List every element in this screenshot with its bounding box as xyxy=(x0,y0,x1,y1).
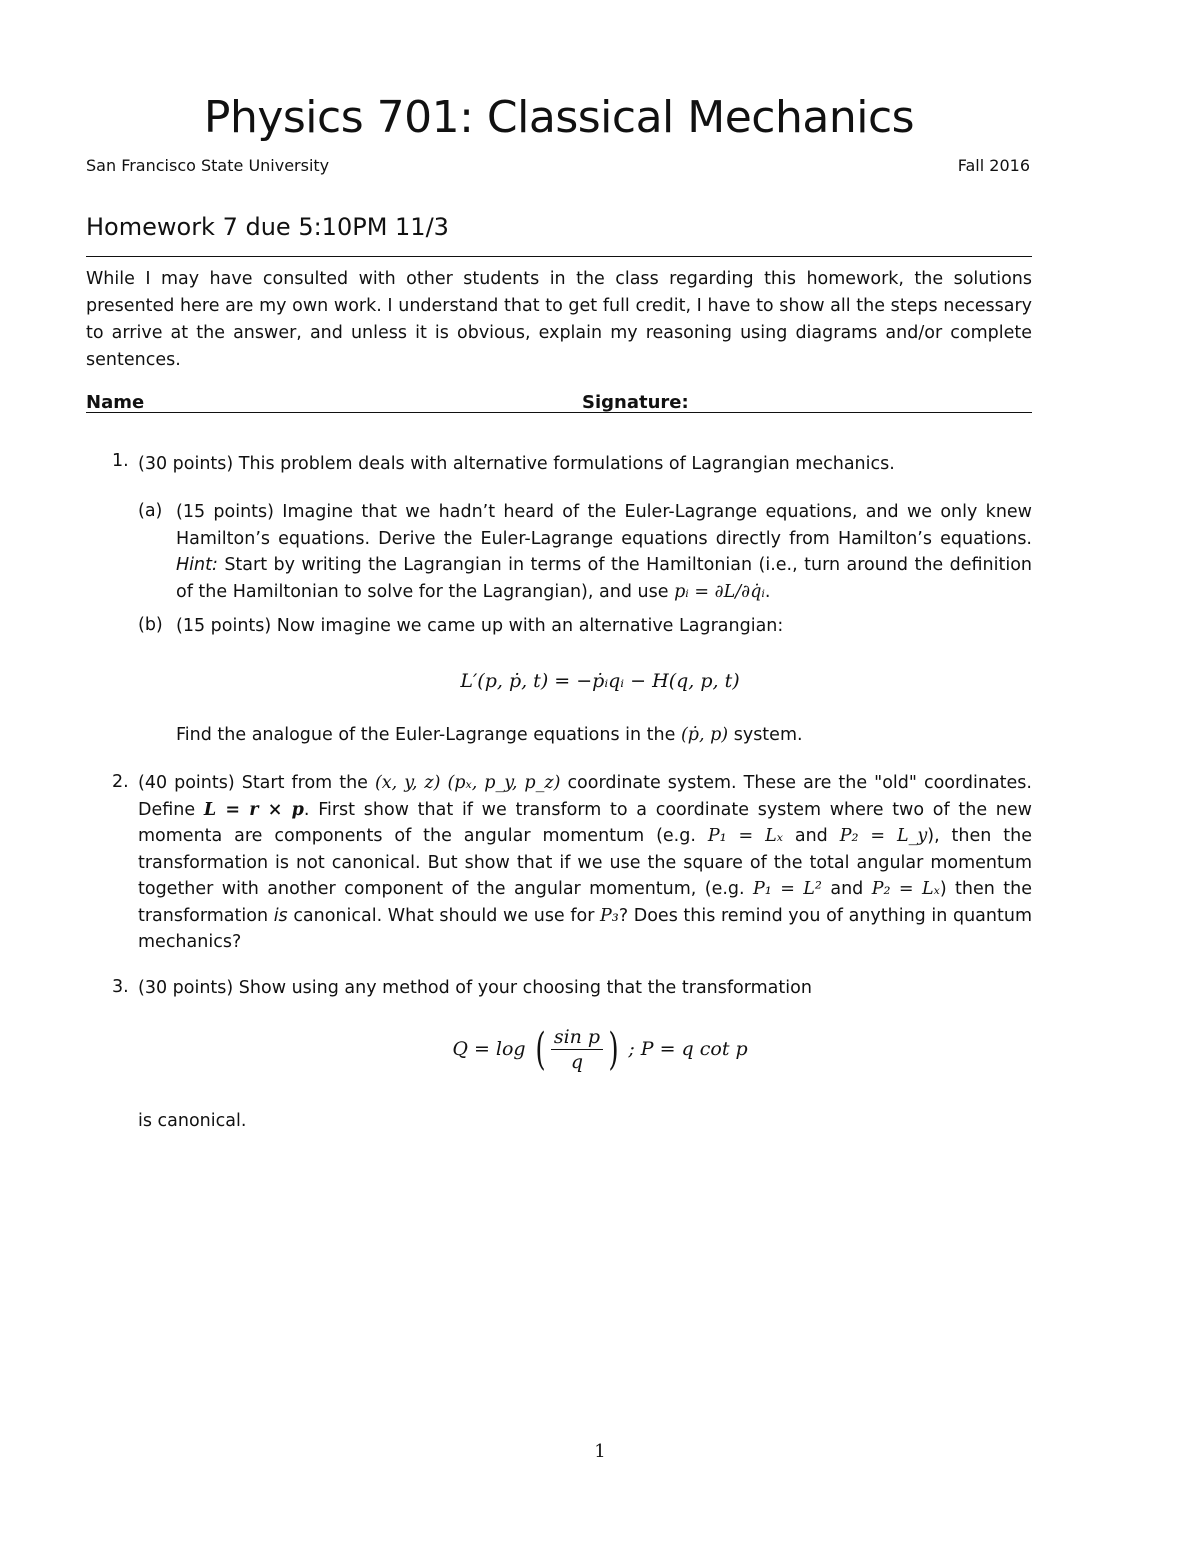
p2-math-p3: P₃ xyxy=(600,905,619,926)
problem-2-number: 2. xyxy=(112,772,129,792)
p2-seg-5: ), then the transformation is not canonical. But show that if we use the square of the total angular momentum together with another component of the angular momentum, (e.g. xyxy=(138,826,1032,899)
honesty-pledge: While I may have consulted with other students in the class regarding this homework, the solutions presented here are my own work. I understand that to get full credit, I have to show all the steps necessary to arrive at the answer, and unless it is obvious, explain my reasoning using diagrams and/or complete sentences. xyxy=(86,269,1032,370)
p2-math-p1-lx: P₁ = Lₓ xyxy=(707,826,783,846)
p2-math-p2-lx: P₂ = Lₓ xyxy=(871,879,940,899)
problem-3-conclusion: is canonical. xyxy=(138,1111,247,1131)
p2-math-coords: (x, y, z) (pₓ, p_y, p_z) xyxy=(374,773,561,793)
homework-heading: Homework 7 due 5:10PM 11/3 xyxy=(86,213,449,241)
page-number: 1 xyxy=(594,1441,606,1462)
part-a-label: (a) xyxy=(138,501,163,521)
p2-seg-6: and xyxy=(830,879,864,899)
part-b-followup-text: Find the analogue of the Euler-Lagrange equations in the xyxy=(176,725,676,745)
eq-p-part: ; P = q cot p xyxy=(628,1038,748,1060)
part-a-end: . xyxy=(764,581,771,602)
p2-math-angular-momentum: L = r × p xyxy=(203,799,304,820)
alt-lagrangian-equation: L′(p, ṗ, t) = −ṗᵢqᵢ − H(q, p, t) xyxy=(460,670,740,692)
problem-1-text: (30 points) This problem deals with alternative formulations of Lagrangian mechanics. xyxy=(138,454,895,474)
fraction xyxy=(551,1025,603,1074)
p2-math-p2-ly: P₂ = L_y xyxy=(839,826,928,846)
term-label: Fall 2016 xyxy=(957,156,1030,175)
problem-3-number: 3. xyxy=(112,977,129,997)
left-paren: ( xyxy=(535,1024,546,1075)
transformation-equation xyxy=(0,1024,1200,1075)
part-a-math: pᵢ = ∂L/∂q̇ᵢ xyxy=(674,581,765,602)
part-a-body: (15 points) Imagine that we hadn’t heard of the Euler-Lagrange equations, and we only knew Hamilton’s equations. Derive the Euler-Lagrange equations directly from Hamilton’s equations. xyxy=(176,502,1032,549)
part-b-followup xyxy=(176,722,1032,749)
part-b-math: (ṗ, p) xyxy=(680,725,729,745)
part-b-label: (b) xyxy=(138,615,163,635)
p2-seg-3: . First show that if we transform to a coordinate system where two of the new momenta are components of the angular momentum (e.g. xyxy=(138,799,1032,846)
problem-1-number: 1. xyxy=(112,451,129,471)
p2-seg-8: canonical. What should we use for xyxy=(293,905,595,926)
p2-seg-4: and xyxy=(794,826,828,846)
fraction-numerator: sin p xyxy=(551,1025,603,1050)
fraction-denominator: q xyxy=(570,1051,584,1073)
part-b-followup-end: system. xyxy=(733,725,803,745)
problem-3-text: (30 points) Show using any method of your choosing that the transformation xyxy=(138,978,812,998)
signature-line[interactable] xyxy=(86,412,1032,413)
part-b-text: (15 points) Now imagine we came up with an alternative Lagrangian: xyxy=(176,616,784,636)
name-label: Name xyxy=(86,392,145,413)
right-paren: ) xyxy=(608,1024,619,1075)
eq-q-part: Q = log xyxy=(452,1038,526,1060)
problem-2-text xyxy=(138,770,1032,956)
part-a-hint: Start by writing the Lagrangian in terms of the Hamiltonian (i.e., turn around the definition of the Hamiltonian to solve for the Lagrangian), and use xyxy=(176,555,1032,602)
p2-seg-2: coordinate system. These are the "old" coordinates. Define xyxy=(138,773,1032,820)
signature-label: Signature: xyxy=(582,392,689,413)
part-a-text xyxy=(176,499,1032,605)
p2-seg-1: (40 points) Start from the xyxy=(138,773,368,793)
university-name: San Francisco State University xyxy=(86,156,330,175)
p2-seg-9: ? Does this remind you of anything in quantum mechanics? xyxy=(138,905,1032,952)
course-title: Physics 701: Classical Mechanics xyxy=(203,92,915,143)
hint-label: Hint: xyxy=(176,555,218,575)
p2-seg-7: ) then the transformation xyxy=(138,879,1032,926)
p2-emphasis-is: is xyxy=(273,905,288,926)
header-rule xyxy=(86,256,1032,257)
p2-math-p1-l2: P₁ = L² xyxy=(753,879,822,899)
